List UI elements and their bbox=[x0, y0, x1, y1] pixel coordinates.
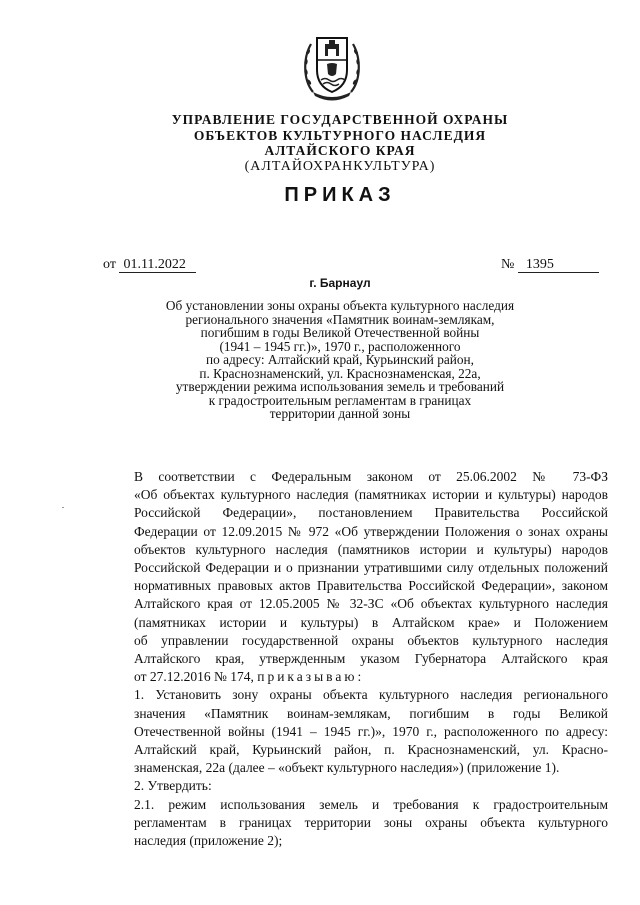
number-value: 1395 bbox=[518, 257, 599, 273]
text-line: объектов культурного наследия (памятников истории и культуры) народов bbox=[134, 541, 608, 557]
subject-line: по адресу: Алтайский край, Курьинский район, bbox=[206, 352, 474, 367]
subject-line: (1941 – 1945 гг.)», 1970 г., расположенного bbox=[219, 338, 461, 354]
header-line: УПРАВЛЕНИЕ ГОСУДАРСТВЕННОЙ ОХРАНЫ bbox=[171, 112, 509, 127]
text-line bbox=[96, 668, 608, 686]
text-line: Алтайский край, Курьинский район, п. Краснознаменский, ул. Красно- bbox=[134, 742, 608, 758]
subject-line: территории данной зоны bbox=[269, 406, 411, 421]
paragraph-preamble bbox=[96, 468, 608, 686]
date-value: 01.11.2022 bbox=[119, 257, 196, 273]
subject-line: регионального значения «Памятник воинам-землякам, bbox=[185, 311, 495, 327]
order-verb: приказываю: bbox=[257, 669, 365, 685]
text-line: Российской Федерации и о признании утратившими силу отдельных положений bbox=[134, 560, 608, 576]
subject-line: Об установлении зоны охраны объекта культурного наследия bbox=[165, 298, 515, 313]
date-field bbox=[103, 257, 196, 273]
subject-line: к градостроительным регламентам в границах bbox=[208, 392, 472, 408]
text-line: «Об объектах культурного наследия (памятниках истории и культуры) народов bbox=[134, 487, 608, 503]
text-line: 2. Утвердить: bbox=[134, 778, 212, 794]
header-line: ОБЪЕКТОВ КУЛЬТУРНОГО НАСЛЕДИЯ bbox=[193, 127, 487, 143]
text-line: наследия (приложение 2); bbox=[134, 833, 283, 849]
paragraph-item-1 bbox=[96, 686, 608, 777]
text-line: Отечественной войны (1941 – 1945 гг.)», 1970 г., расположенного по адресу: bbox=[134, 723, 608, 739]
header-line: АЛТАЙСКОГО КРАЯ bbox=[264, 143, 416, 158]
text-line: 2.1. режим использования земель и требования к градостроительным bbox=[134, 796, 608, 812]
paragraph-item-2-1 bbox=[96, 796, 608, 851]
text-line: Российской Федерации», постановлением Правительства Российской bbox=[134, 505, 608, 521]
subject-line: погибшим в годы Великой Отечественной войны bbox=[200, 325, 480, 340]
document-subject bbox=[0, 299, 640, 421]
paragraph-item-2 bbox=[96, 777, 608, 795]
text-line: (памятниках истории и культуры) в Алтайском крае» и Положением bbox=[134, 614, 608, 630]
text-line: об управлении государственной охраны объектов культурного наследия bbox=[134, 632, 608, 648]
text-line: Федерации от 12.09.2015 № 972 «Об утверждении Положения о зонах охраны bbox=[134, 523, 608, 539]
subject-line: утверждении режима использования земель и требований bbox=[175, 379, 505, 394]
text-line: знаменская, 22а (далее – «объект культурного наследия») (приложение 1). bbox=[134, 760, 560, 776]
city-label: г. Барнаул bbox=[309, 276, 371, 290]
text-line: Алтайского края от 12.05.2005 № 32-ЗС «Об объектах культурного наследия bbox=[134, 596, 608, 612]
text-line: В соответствии с Федеральным законом от 25.06.2002 № 73-ФЗ bbox=[134, 469, 608, 484]
text-line: нормативных правовых актов Правительства Российской Федерации», законом bbox=[134, 578, 608, 594]
text-line: 1. Установить зону охраны объекта культурного наследия регионального bbox=[134, 687, 608, 703]
date-prefix: от bbox=[103, 257, 116, 272]
agency-header bbox=[0, 112, 640, 175]
document-title: ПРИКАЗ bbox=[284, 184, 396, 206]
number-prefix: № bbox=[501, 257, 515, 272]
number-field bbox=[501, 257, 599, 273]
text-line: значения «Памятник воинам-землякам, погибшим в годы Великой bbox=[134, 705, 608, 721]
agency-abbreviation: (АЛТАЙОХРАНКУЛЬТУРА) bbox=[244, 158, 436, 174]
document-body bbox=[96, 468, 608, 850]
coat-of-arms-icon bbox=[299, 30, 365, 104]
order-date-ref: от 27.12.2016 № 174, bbox=[134, 669, 254, 685]
subject-line: п. Краснознаменский, ул. Краснознаменская, 22а, bbox=[199, 365, 481, 381]
text-line: Алтайского края, утвержденным указом Губернатора Алтайского края bbox=[134, 651, 608, 667]
margin-mark bbox=[62, 507, 64, 508]
text-line: регламентам в границах территории зоны охраны объекта культурного bbox=[134, 814, 608, 830]
